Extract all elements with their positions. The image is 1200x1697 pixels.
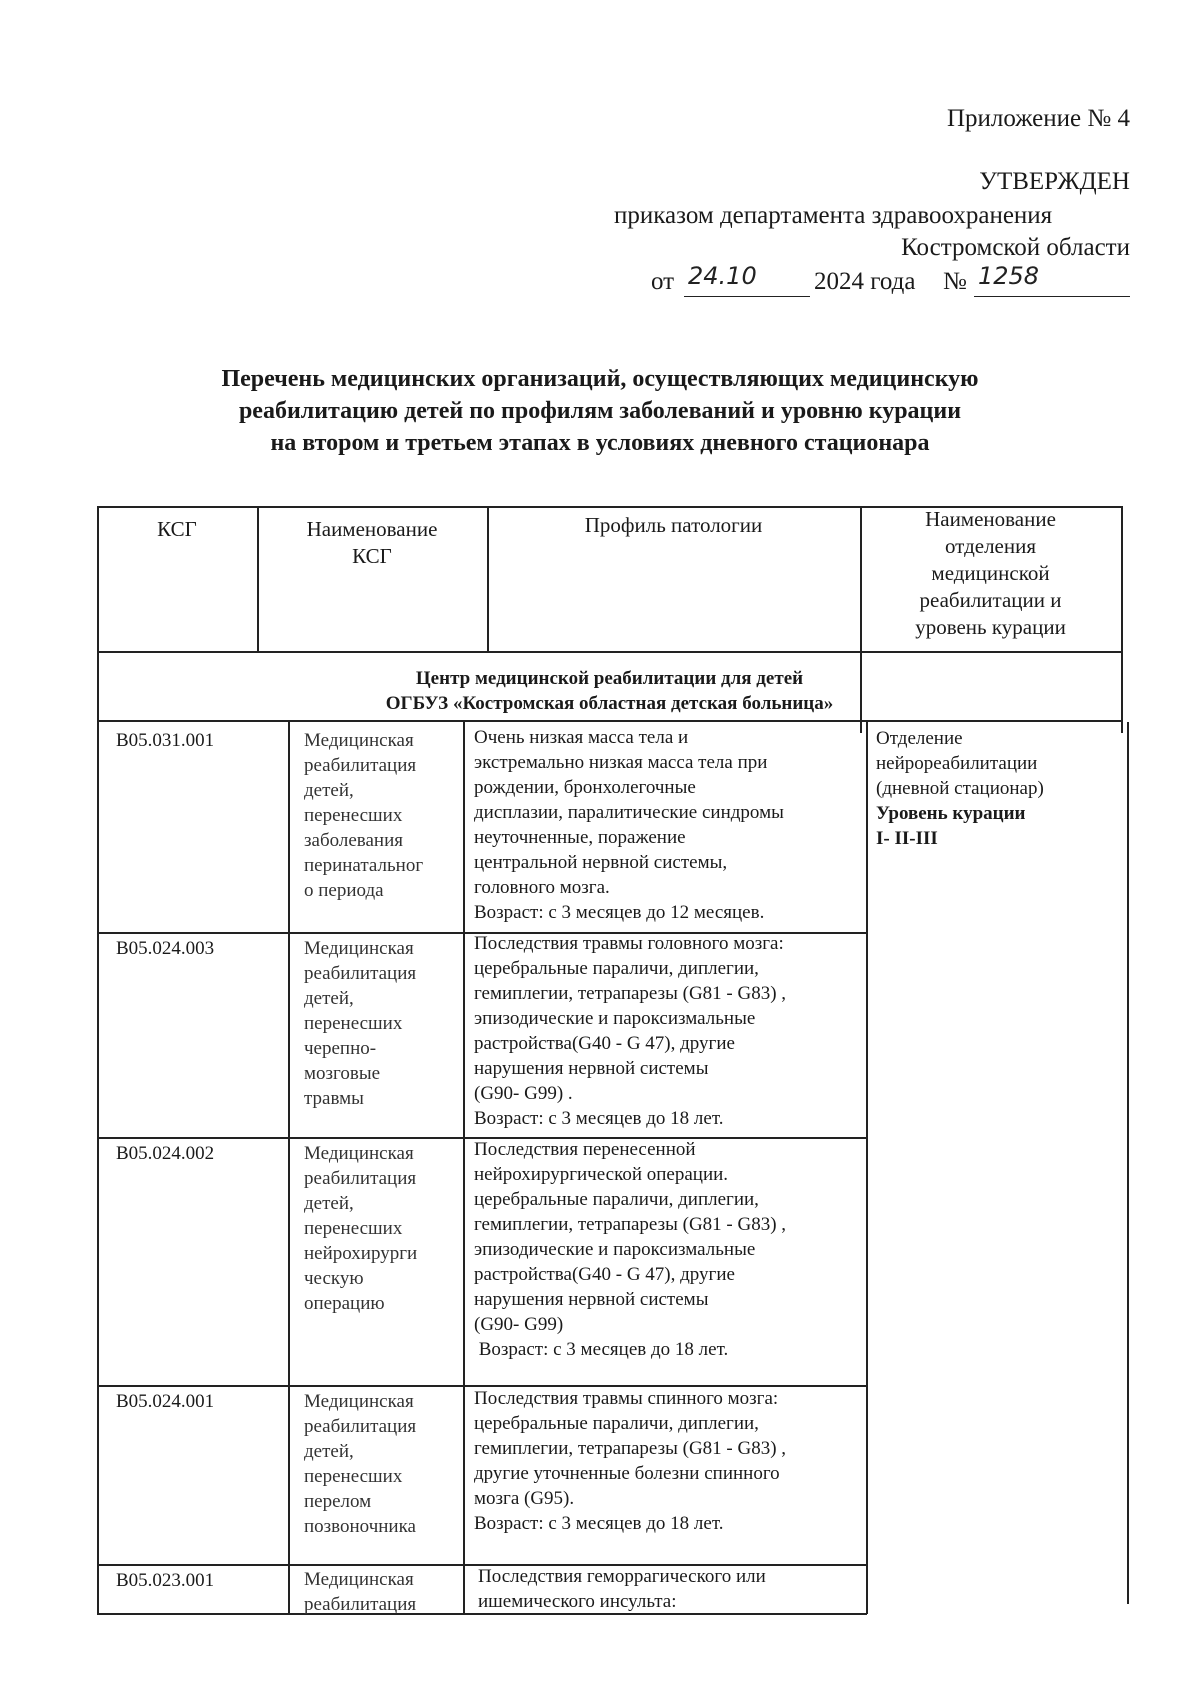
pathology-profile xyxy=(478,1564,870,1614)
profile-line: растройства(G40 - G 47), другие xyxy=(474,1033,735,1054)
profile-line: церебральные параличи, диплегии, xyxy=(474,1189,759,1210)
ksg-name-line: реабилитация xyxy=(304,1168,417,1189)
ksg-name-line: ческую xyxy=(304,1268,364,1289)
ksg-name-line: операцию xyxy=(304,1293,385,1314)
ksg-name-line: детей, xyxy=(304,780,354,801)
document-title-line-3: на втором и третьем этапах в условиях дневного стационара xyxy=(270,430,930,456)
ksg-name-line: детей, xyxy=(304,1441,354,1462)
profile-line: Последствия травмы головного мозга: xyxy=(474,933,784,954)
ksg-name xyxy=(304,1141,464,1316)
ksg-name-line: мозговые xyxy=(304,1063,381,1084)
profile-line: Очень низкая масса тела и xyxy=(474,727,689,748)
ksg-name-line: перенесших xyxy=(304,1013,403,1034)
profile-line: Последствия геморрагического или xyxy=(478,1566,766,1587)
ksg-code: В05.024.001 xyxy=(116,1391,215,1412)
ksg-name-line: реабилитация xyxy=(304,755,417,776)
section-organization xyxy=(97,666,1122,716)
ksg-name-line: заболевания xyxy=(304,830,403,851)
profile-line: рождении, бронхолегочные xyxy=(474,777,696,798)
department-cell xyxy=(876,726,1124,851)
ksg-name-line: перенесших xyxy=(304,1218,403,1239)
ksg-name-line: детей, xyxy=(304,1193,354,1214)
pathology-profile xyxy=(474,725,866,925)
order-line-2: Костромской области xyxy=(901,234,1130,261)
ksg-code: В05.031.001 xyxy=(116,730,215,751)
curation-level-label: Уровень курации xyxy=(876,803,1026,824)
profile-line: мозга (G95). xyxy=(474,1488,575,1509)
profile-line: неуточненные, поражение xyxy=(474,827,686,848)
ksg-name-line: детей, xyxy=(304,988,354,1009)
ksg-name-line: Медицинская xyxy=(304,1143,414,1164)
date-prefix: от xyxy=(651,268,675,295)
ksg-name-line: Медицинская xyxy=(304,1391,414,1412)
profile-line: гемиплегии, тетрапарезы (G81 - G83) , xyxy=(474,1214,787,1235)
profile-line: нейрохирургической операции. xyxy=(474,1164,729,1185)
order-line-1: приказом департамента здравоохранения xyxy=(614,202,1053,229)
year-text: 2024 года xyxy=(814,268,916,295)
column-header-ksg: КСГ xyxy=(157,517,197,541)
profile-line: Последствия травмы спинного мозга: xyxy=(474,1388,779,1409)
profile-line: Возраст: с 3 месяцев до 18 лет. xyxy=(474,1339,729,1360)
profile-line: гемиплегии, тетрапарезы (G81 - G83) , xyxy=(474,1438,787,1459)
profile-line: экстремально низкая масса тела при xyxy=(474,752,768,773)
section-organization-line: Центр медицинской реабилитации для детей xyxy=(415,668,804,689)
ksg-name-line: перелом xyxy=(304,1491,372,1512)
column-header-ksg-name-line: Наименование xyxy=(306,517,438,541)
column-header-ksg-name xyxy=(257,516,487,570)
ksg-name xyxy=(304,1389,464,1539)
column-header-department-line: Наименование xyxy=(925,507,1056,531)
ksg-name-line: нейрохирурги xyxy=(304,1243,418,1264)
ksg-name-line: Медицинская xyxy=(304,938,414,959)
approved-label: УТВЕРЖДЕН xyxy=(979,168,1130,195)
section-organization-line: ОГБУЗ «Костромская областная детская больница» xyxy=(385,693,834,714)
column-header-department-line: уровень курации xyxy=(915,615,1066,639)
ksg-name-line: перенесших xyxy=(304,805,403,826)
profile-line: головного мозга. xyxy=(474,877,610,898)
ksg-code: В05.023.001 xyxy=(116,1570,215,1591)
profile-line: дисплазии, паралитические синдромы xyxy=(474,802,784,823)
profile-line: гемиплегии, тетрапарезы (G81 - G83) , xyxy=(474,983,787,1004)
profile-line: другие уточненные болезни спинного xyxy=(474,1463,780,1484)
number-handwritten: 1258 xyxy=(978,262,1040,290)
ksg-name-line: травмы xyxy=(304,1088,364,1109)
ksg-name-line: о периода xyxy=(304,880,384,901)
profile-line: нарушения нервной системы xyxy=(474,1289,709,1310)
profile-line: Последствия перенесенной xyxy=(474,1139,696,1160)
profile-line: Возраст: с 3 месяцев до 12 месяцев. xyxy=(474,902,765,923)
column-header-profile: Профиль патологии xyxy=(584,513,763,537)
ksg-name-line: реабилитация xyxy=(304,1594,417,1615)
ksg-name-line: реабилитация xyxy=(304,963,417,984)
date-field xyxy=(684,262,810,297)
profile-line: растройства(G40 - G 47), другие xyxy=(474,1264,735,1285)
profile-line: (G90- G99) . xyxy=(474,1083,573,1104)
ksg-name-line: черепно- xyxy=(304,1038,377,1059)
ksg-name-line: Медицинская xyxy=(304,1569,414,1590)
column-header-department-line: медицинской xyxy=(931,561,1050,585)
profile-line: Возраст: с 3 месяцев до 18 лет. xyxy=(474,1513,724,1534)
ksg-name-line: Медицинская xyxy=(304,730,414,751)
curation-level-value: I- II-III xyxy=(876,828,938,849)
profile-line: Возраст: с 3 месяцев до 18 лет. xyxy=(474,1108,724,1129)
ksg-name-line: перинатальног xyxy=(304,855,424,876)
pathology-profile xyxy=(474,1386,866,1536)
profile-line: эпизодические и пароксизмальные xyxy=(474,1008,756,1029)
column-header-department xyxy=(860,506,1121,641)
column-header-department-line: отделения xyxy=(944,534,1037,558)
profile-line: центральной нервной системы, xyxy=(474,852,728,873)
profile-line: ишемического инсульта: xyxy=(478,1591,677,1612)
document-title-line-1: Перечень медицинских организаций, осуществляющих медицинскую xyxy=(221,366,979,392)
ksg-code: В05.024.003 xyxy=(116,938,215,959)
department-line: (дневной стационар) xyxy=(876,778,1044,799)
ksg-name-line: позвоночника xyxy=(304,1516,416,1537)
ksg-name xyxy=(304,936,464,1111)
pathology-profile xyxy=(474,931,866,1131)
profile-line: нарушения нервной системы xyxy=(474,1058,709,1079)
profile-line: эпизодические и пароксизмальные xyxy=(474,1239,756,1260)
department-line: нейрореабилитации xyxy=(876,753,1038,774)
column-header-department-line: реабилитации и xyxy=(919,588,1062,612)
pathology-profile xyxy=(474,1137,866,1362)
profile-line: церебральные параличи, диплегии, xyxy=(474,958,759,979)
number-prefix: № xyxy=(943,268,967,295)
number-field xyxy=(974,262,1130,297)
document-title-line-2: реабилитацию детей по профилям заболеваний и уровню курации xyxy=(238,398,962,424)
ksg-code: В05.024.002 xyxy=(116,1143,215,1164)
column-header-ksg-name-line: КСГ xyxy=(352,544,392,568)
profile-line: церебральные параличи, диплегии, xyxy=(474,1413,759,1434)
date-handwritten: 24.10 xyxy=(688,262,757,290)
ksg-name-line: перенесших xyxy=(304,1466,403,1487)
ksg-name xyxy=(304,728,464,903)
department-line: Отделение xyxy=(876,728,963,749)
profile-line: (G90- G99) xyxy=(474,1314,564,1335)
ksg-name-line: реабилитация xyxy=(304,1416,417,1437)
appendix-number: Приложение № 4 xyxy=(946,105,1130,132)
ksg-name xyxy=(304,1567,464,1617)
